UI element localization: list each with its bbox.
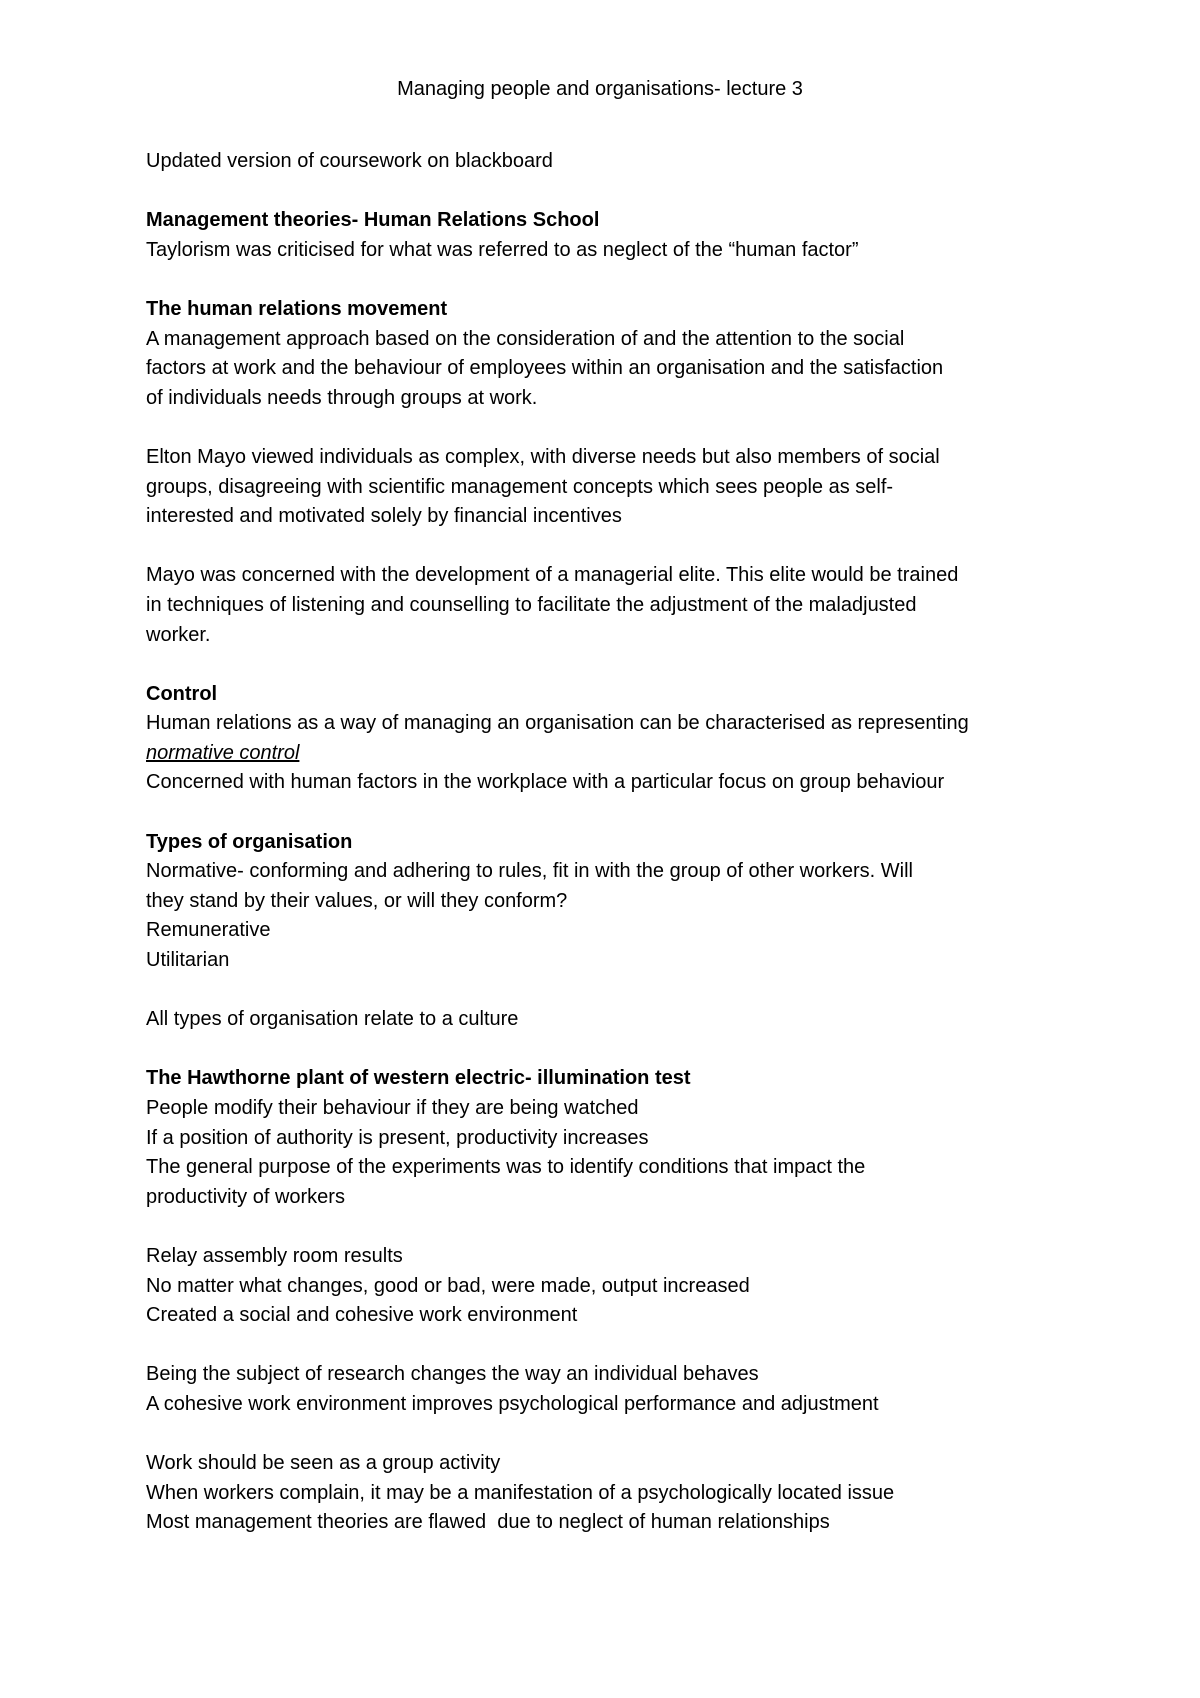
blank-line — [146, 976, 1086, 1006]
paragraph-line: they stand by their values, or will they conform? — [146, 889, 568, 912]
blank-line — [146, 177, 1086, 207]
blank-line — [146, 1212, 1086, 1242]
blank-line — [146, 1331, 1086, 1361]
paragraph-line: Created a social and cohesive work environment — [146, 1304, 578, 1327]
blank-line — [146, 1035, 1086, 1065]
blank-line — [146, 1420, 1086, 1450]
paragraph-line: Remunerative — [146, 919, 271, 942]
paragraph-line: of individuals needs through groups at work. — [146, 386, 538, 409]
paragraph-line: Utilitarian — [146, 949, 230, 972]
paragraph-line: When workers complain, it may be a manifestation of a psychologically located issue — [146, 1481, 895, 1504]
blank-line — [146, 532, 1086, 562]
blank-line — [146, 413, 1086, 443]
emphasized-term: normative control — [146, 741, 300, 764]
paragraph-line: interested and motivated solely by financial incentives — [146, 505, 622, 528]
paragraph-line: Taylorism was criticised for what was referred to as neglect of the “human factor” — [146, 238, 859, 261]
paragraph-line: in techniques of listening and counselling to facilitate the adjustment of the maladjusted — [146, 593, 917, 616]
paragraph-line: Work should be seen as a group activity — [146, 1452, 501, 1475]
paragraph-line: groups, disagreeing with scientific management concepts which sees people as self- — [146, 475, 894, 498]
paragraph-line: No matter what changes, good or bad, were made, output increased — [146, 1274, 750, 1297]
paragraph-line: Being the subject of research changes the way an individual behaves — [146, 1363, 759, 1386]
section-heading-hawthorne: The Hawthorne plant of western electric- illumination test — [146, 1067, 691, 1090]
blank-line — [146, 798, 1086, 828]
paragraph-line: If a position of authority is present, productivity increases — [146, 1126, 649, 1149]
section-heading-types-of-organisation: Types of organisation — [146, 830, 353, 853]
paragraph-line: worker. — [146, 623, 211, 646]
blank-line — [146, 265, 1086, 295]
paragraph-line: All types of organisation relate to a culture — [146, 1008, 519, 1031]
paragraph-line: Most management theories are flawed due to neglect of human relationships — [146, 1511, 830, 1534]
blank-line — [146, 650, 1086, 680]
intro-line: Updated version of coursework on blackboard — [146, 150, 553, 172]
paragraph-line: Elton Mayo viewed individuals as complex, with diverse needs but also members of social — [146, 445, 940, 468]
section-heading-control: Control — [146, 682, 218, 705]
paragraph-line: A management approach based on the consideration of and the attention to the social — [146, 327, 905, 350]
section-heading-management-theories: Management theories- Human Relations School — [146, 209, 600, 232]
paragraph-line: Concerned with human factors in the workplace with a particular focus on group behaviour — [146, 771, 945, 794]
paragraph-line: productivity of workers — [146, 1185, 345, 1208]
paragraph-line: People modify their behaviour if they are being watched — [146, 1097, 639, 1119]
section-heading-human-relations-movement: The human relations movement — [146, 297, 448, 320]
paragraph-line: Relay assembly room results — [146, 1244, 403, 1267]
paragraph-line: Mayo was concerned with the development of a managerial elite. This elite would be trained — [146, 564, 959, 587]
document-title: Managing people and organisations- lecture 3 — [397, 78, 803, 100]
paragraph-line: Normative- conforming and adhering to rules, fit in with the group of other workers. Will — [146, 860, 914, 883]
paragraph-line: factors at work and the behaviour of employees within an organisation and the satisfaction — [146, 357, 944, 380]
paragraph-line: Human relations as a way of managing an organisation can be characterised as representing — [146, 712, 969, 735]
paragraph-line: The general purpose of the experiments was to identify conditions that impact the — [146, 1156, 866, 1179]
document-body — [146, 147, 1086, 1538]
paragraph-line: A cohesive work environment improves psychological performance and adjustment — [146, 1392, 879, 1415]
